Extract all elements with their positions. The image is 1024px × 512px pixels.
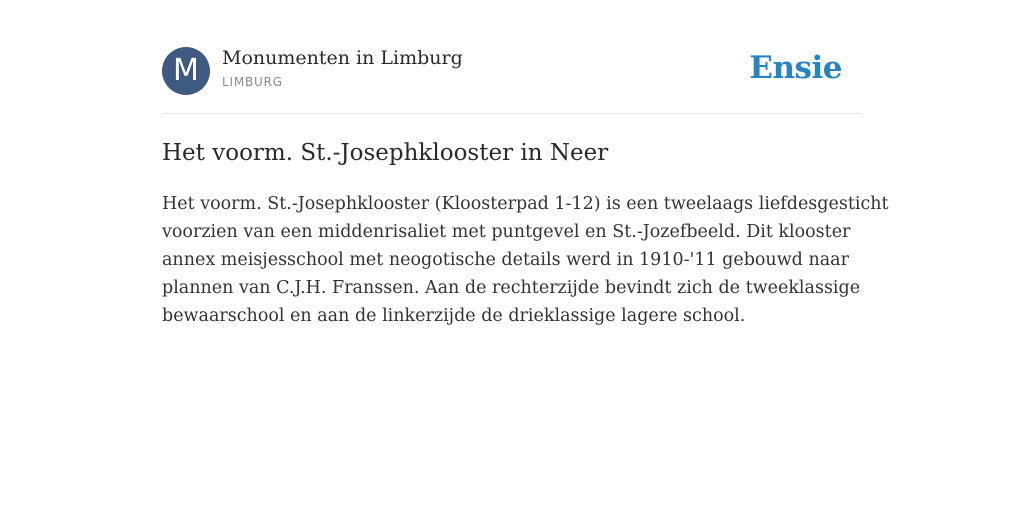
brand-logo[interactable]: Ensie <box>749 50 842 86</box>
avatar[interactable]: M <box>162 47 210 95</box>
article-body-line: bewaarschool en aan de linkerzijde de drieklassige lagere school. <box>162 306 746 326</box>
source-title[interactable]: Monumenten in Limburg <box>222 47 463 69</box>
article-body-line: voorzien van een middenrisaliet met puntgevel en St.-Jozefbeeld. Dit klooster <box>162 222 851 242</box>
divider <box>162 113 862 114</box>
article-body-line: plannen van C.J.H. Franssen. Aan de rechterzijde bevindt zich de tweeklassige <box>162 278 861 298</box>
article-body-line: annex meisjesschool met neogotische details werd in 1910-'11 gebouwd naar <box>162 250 849 270</box>
source-subtitle: LIMBURG <box>222 75 283 89</box>
article-body <box>162 190 889 330</box>
article-title: Het voorm. St.-Josephklooster in Neer <box>162 140 609 166</box>
article-body-line: Het voorm. St.-Josephklooster (Kloosterpad 1-12) is een tweelaags liefdesgesticht <box>162 194 889 214</box>
header <box>162 46 862 96</box>
source-info <box>222 46 463 89</box>
